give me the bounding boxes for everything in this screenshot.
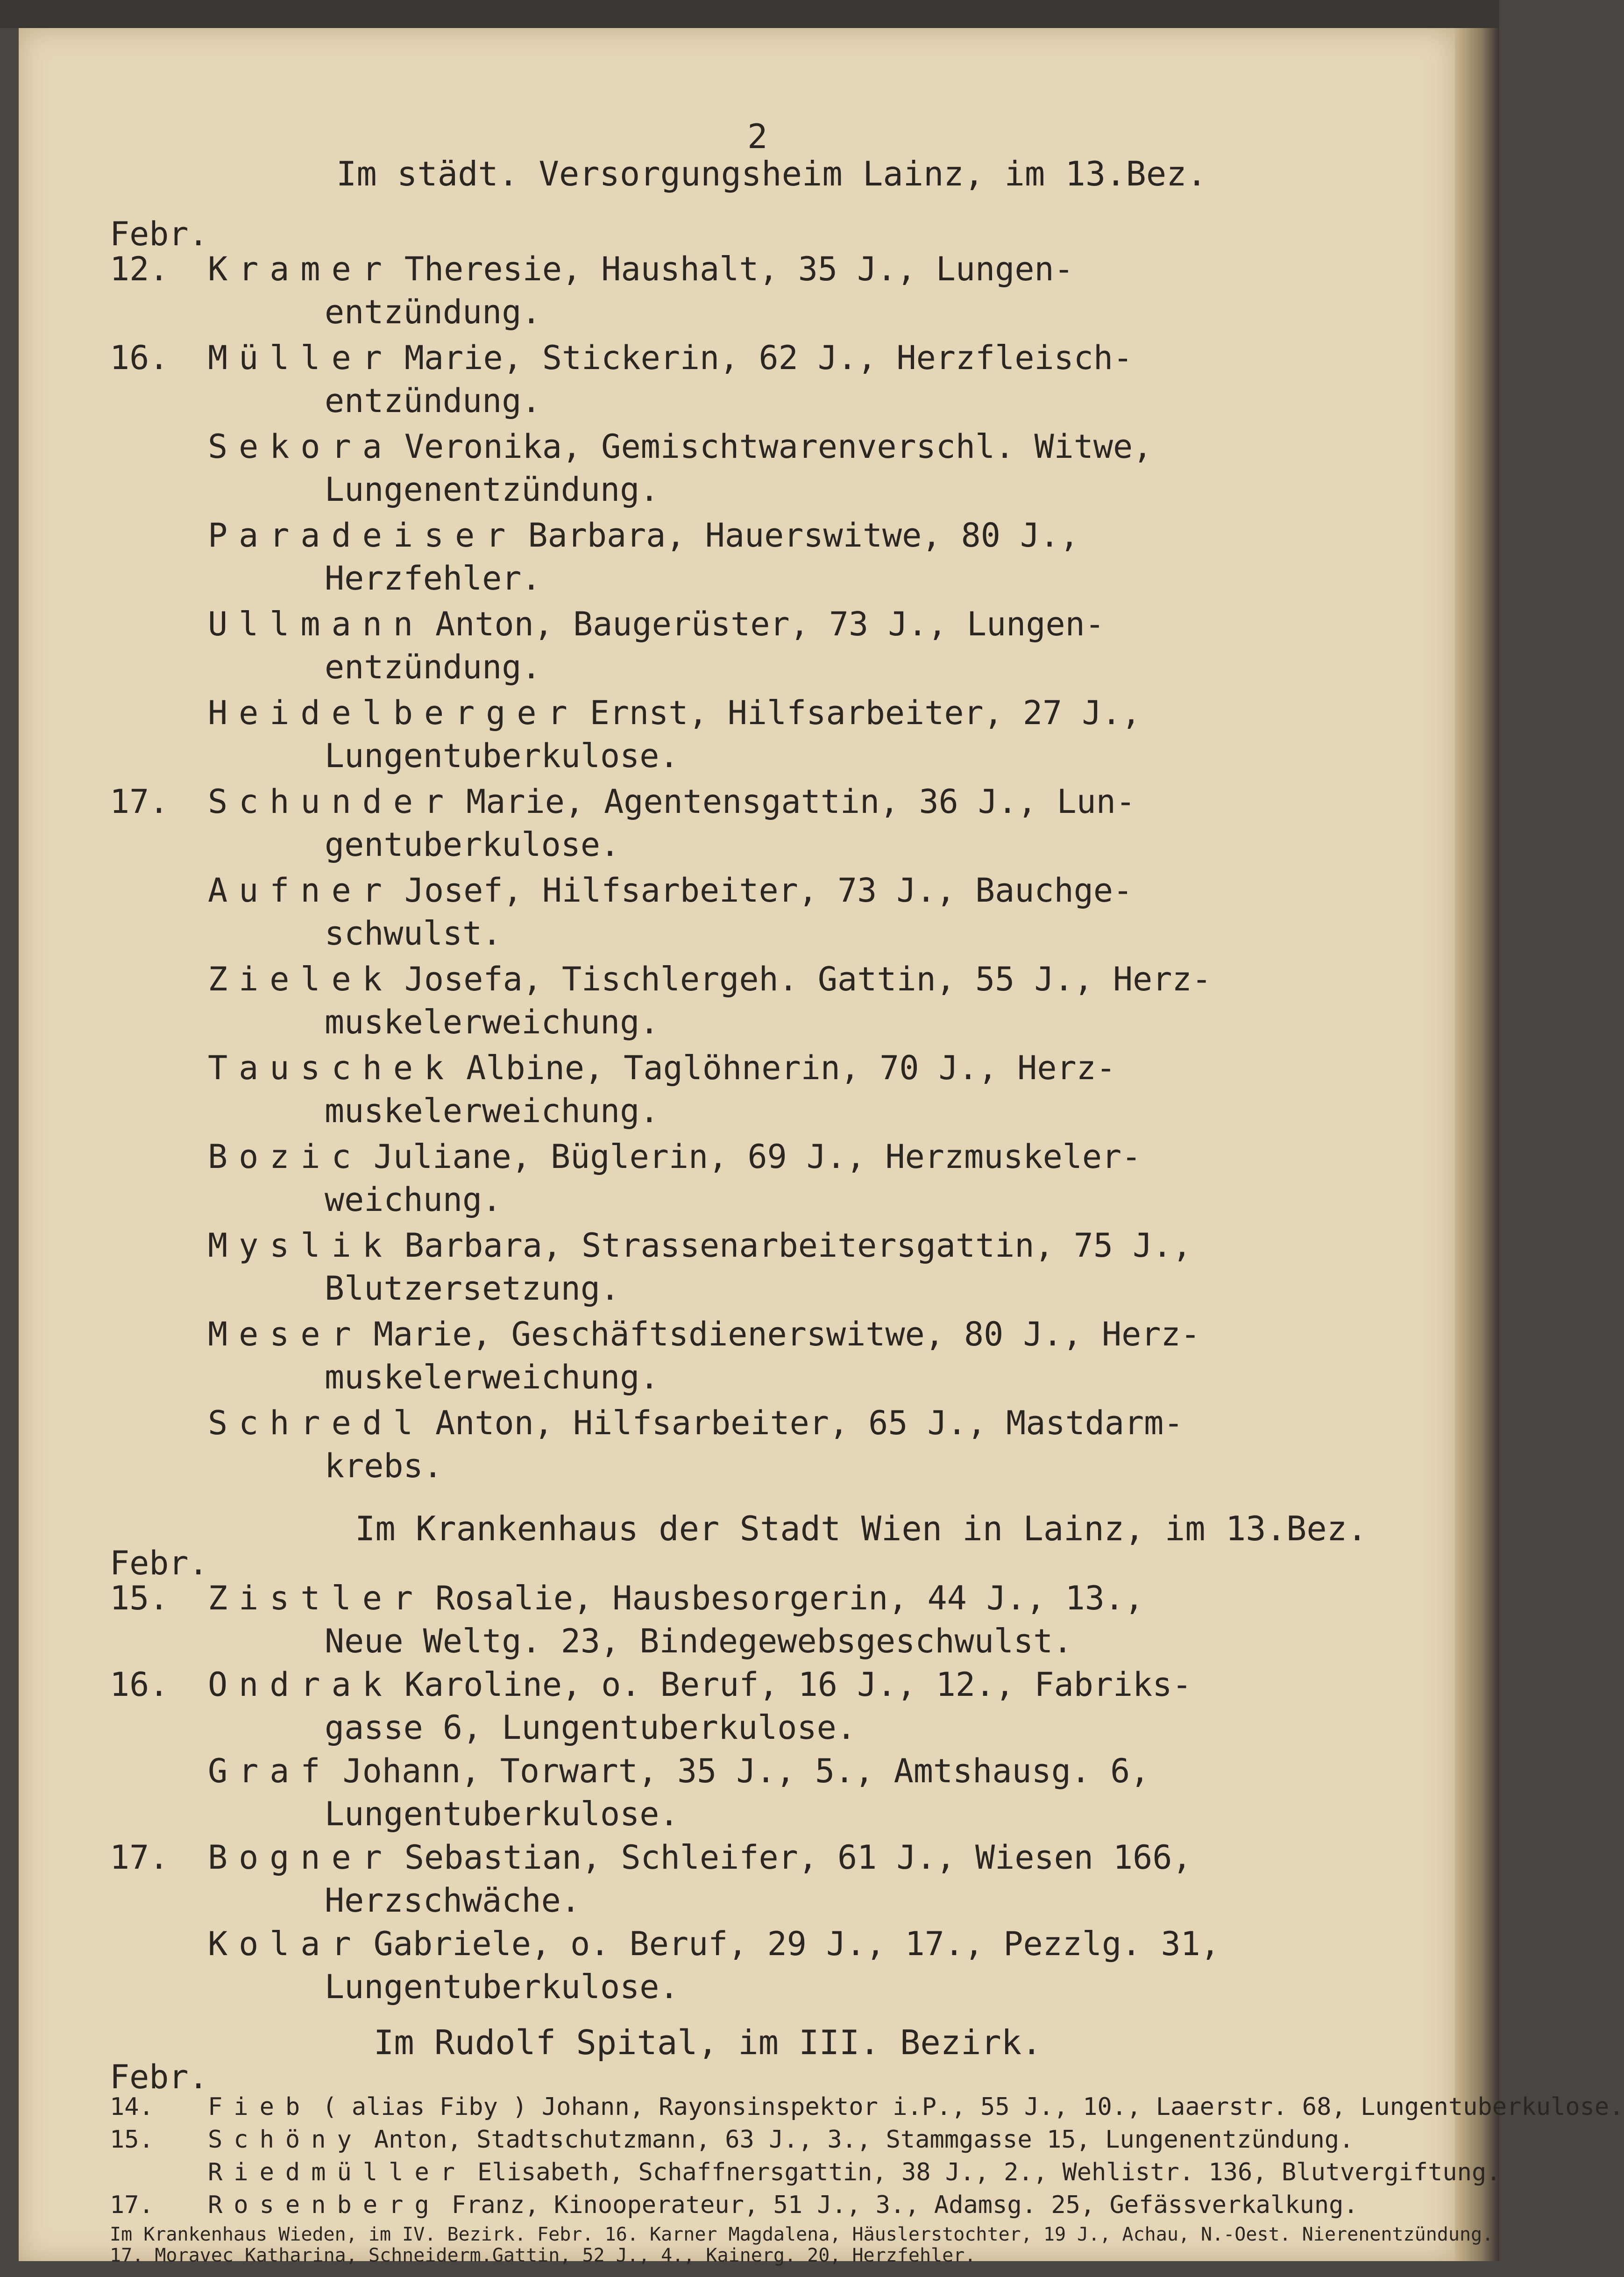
entry-details-continued: krebs.: [325, 1447, 443, 1485]
list-item: [110, 1665, 1441, 1747]
list-item: [110, 1049, 1441, 1130]
section-title: Im städt. Versorgungsheim Lainz, im 13.Bez.: [336, 154, 1207, 193]
list-item: [110, 2224, 1494, 2245]
list-item: [110, 427, 1441, 509]
entry-details: Marie, Stickerin, 62 J., Herzfleisch-: [404, 339, 1133, 377]
entry-name: Schredl: [208, 1404, 425, 1442]
entry-name: Schunder: [208, 783, 455, 821]
entry-day: 17.: [110, 1838, 169, 1877]
entry-day: 16.: [110, 339, 169, 377]
list-item: [110, 2191, 1441, 2219]
list-item: [110, 1838, 1441, 1920]
entry-details-continued: 55 J., 10., Laaerstr. 68, Lungentuberkulose.: [980, 2093, 1624, 2121]
entry-details: Anton, Hilfsarbeiter, 65 J., Mastdarm-: [435, 1404, 1184, 1442]
entry-details: ( alias Fiby ) Johann, Rayonsinspektor i.P.,: [322, 2093, 966, 2121]
entry-details: Barbara, Hauerswitwe, 80 J.,: [528, 516, 1079, 555]
section-title: Im Krankenhaus der Stadt Wien in Lainz, im 13.Bez.: [355, 1509, 1368, 1548]
entry-name: Aufner: [208, 871, 393, 910]
entry-details-continued: Stammgasse 15, Lungenentzündung.: [886, 2126, 1354, 2154]
entry-details-continued: weichung.: [325, 1181, 502, 1219]
entry-details: Theresie, Haushalt, 35 J., Lungen-: [404, 250, 1074, 288]
entry-details-continued: Blutzersetzung.: [325, 1269, 620, 1308]
entry-details: Josef, Hilfsarbeiter, 73 J., Bauchge-: [404, 871, 1133, 910]
entry-day: 16.: [110, 1665, 169, 1704]
entry-day: 17.: [110, 783, 169, 821]
entry-name: Moravec: [155, 2245, 234, 2266]
entry-details: Veronika, Gemischtwarenverschl. Witwe,: [404, 427, 1153, 466]
entry-details-continued: entzündung.: [325, 648, 541, 686]
entry-details-continued: gasse 6, Lungentuberkulose.: [325, 1708, 856, 1747]
list-item: [110, 694, 1441, 775]
list-item: [110, 2126, 1441, 2154]
entry-details-continued: gentuberkulose.: [325, 825, 620, 864]
entry-details-continued: entzündung.: [325, 293, 541, 331]
list-item: [110, 250, 1441, 331]
entry-name: Zistler: [208, 1579, 425, 1617]
entry-name: Kramer: [208, 250, 393, 288]
entry-details-continued: Achau, N.-Oest. Nierenentzündung.: [1122, 2224, 1494, 2245]
list-item: [110, 1579, 1441, 1660]
page-binding-edge: [1455, 28, 1499, 2261]
entry-name: Fieb: [208, 2093, 312, 2121]
list-item: [110, 2158, 1501, 2186]
entry-details-continued: Herzschwäche.: [325, 1881, 581, 1920]
list-item: [110, 1226, 1441, 1308]
scan-background-top: [0, 0, 1499, 28]
entry-details-continued: Lungentuberkulose.: [325, 737, 679, 775]
entry-details: Sebastian, Schleifer, 61 J., Wiesen 166,: [404, 1838, 1192, 1877]
entry-details: Franz, Kinooperateur, 51 J., 3.,: [451, 2191, 920, 2219]
entry-name: Rosenberg: [208, 2191, 440, 2219]
entry-details: Magdalena, Häuslerstochter, 19 J.,: [728, 2224, 1111, 2245]
list-item: [110, 1138, 1441, 1219]
entry-details: Anton, Stadtschutzmann, 63 J., 3.,: [374, 2126, 872, 2154]
entry-day: 16.: [604, 2224, 638, 2245]
entry-day: 15.: [110, 1579, 169, 1617]
entry-details: Gabriele, o. Beruf, 29 J., 17., Pezzlg. 31,: [373, 1925, 1220, 1963]
entry-details-continued: muskelerweichung.: [325, 1358, 660, 1396]
entry-details: Elisabeth, Schaffnersgattin, 38 J.,: [477, 2158, 989, 2186]
entry-name: Kolar: [208, 1925, 362, 1963]
month-label: Febr.: [110, 2058, 208, 2096]
entry-details-continued: Neue Weltg. 23, Bindegewebsgeschwulst.: [325, 1622, 1073, 1660]
entry-name: Karner: [650, 2224, 717, 2245]
entry-day: 14.: [110, 2093, 154, 2121]
entry-name: Meser: [208, 1315, 362, 1353]
month-label: Febr.: [110, 215, 208, 253]
entry-details: Karoline, o. Beruf, 16 J., 12., Fabriks-: [404, 1665, 1192, 1704]
entry-name: Ullmann: [208, 605, 425, 643]
entry-name: Graf: [208, 1752, 332, 1790]
entry-details-continued: 2., Wehlistr. 136, Blutvergiftung.: [1004, 2158, 1501, 2186]
entry-details: Albine, Taglöhnerin, 70 J., Herz-: [466, 1049, 1116, 1087]
entry-details-continued: muskelerweichung.: [325, 1003, 660, 1041]
entry-name: Heidelberger: [208, 694, 579, 732]
entry-details: Rosalie, Hausbesorgerin, 44 J., 13.,: [435, 1579, 1144, 1617]
list-item: [110, 960, 1441, 1041]
entry-name: Sekora: [208, 427, 393, 466]
entry-details: Marie, Geschäftsdienerswitwe, 80 J., Herz-: [373, 1315, 1200, 1353]
entry-details-continued: Adamsg. 25, Gefässverkalkung.: [934, 2191, 1358, 2219]
entry-details: Marie, Agentensgattin, 36 J., Lun-: [466, 783, 1136, 821]
entry-day: 17.: [110, 2245, 144, 2266]
section-title: Im Rudolf Spital, im III. Bezirk.: [374, 2023, 1042, 2062]
entry-name: Paradeiser: [208, 516, 517, 555]
list-item: [110, 1315, 1441, 1396]
entry-details: Katharina, Schneiderm.Gattin, 52 J.,: [245, 2245, 650, 2266]
list-item: [110, 783, 1441, 864]
entry-name: Myslik: [208, 1226, 393, 1265]
entry-name: Bozic: [208, 1138, 362, 1176]
entry-details: Ernst, Hilfsarbeiter, 27 J.,: [589, 694, 1141, 732]
entry-details-continued: entzündung.: [325, 382, 541, 420]
entry-details-continued: Lungentuberkulose.: [325, 1968, 679, 2006]
entry-details: Johann, Torwart, 35 J., 5., Amtshausg. 6,: [342, 1752, 1150, 1790]
entry-name: Zielek: [208, 960, 393, 998]
list-item: [110, 1752, 1441, 1833]
list-item: [110, 516, 1441, 598]
section-title: Im Krankenhaus Wieden, im IV. Bezirk.: [110, 2224, 526, 2245]
list-item: [110, 1404, 1441, 1485]
list-item: [110, 871, 1441, 953]
entry-details-continued: Lungenentzündung.: [325, 470, 660, 509]
list-item: [110, 2245, 1441, 2266]
entry-details: Josefa, Tischlergeh. Gattin, 55 J., Herz-: [404, 960, 1212, 998]
entry-name: Bogner: [208, 1838, 393, 1877]
entry-details-continued: schwulst.: [325, 914, 502, 953]
entry-name: Tauschek: [208, 1049, 455, 1087]
entry-name: Riedmüller: [208, 2158, 467, 2186]
entry-details-continued: 4., Kainerg. 20, Herzfehler.: [661, 2245, 976, 2266]
entry-details: Juliane, Büglerin, 69 J., Herzmuskeler-: [373, 1138, 1142, 1176]
page-number: 2: [747, 117, 768, 156]
list-item: [110, 605, 1441, 686]
entry-day: 17.: [110, 2191, 154, 2219]
entry-name: Schöny: [208, 2126, 363, 2154]
entry-name: Ondrak: [208, 1665, 393, 1704]
entry-details-continued: Herzfehler.: [325, 559, 541, 598]
entry-day: 15.: [110, 2126, 154, 2154]
entry-day: 12.: [110, 250, 169, 288]
document-page: [19, 28, 1624, 2266]
list-item: [110, 339, 1441, 420]
entry-name: Müller: [208, 339, 393, 377]
entry-details: Barbara, Strassenarbeitersgattin, 75 J.,: [404, 1226, 1192, 1265]
entry-details-continued: muskelerweichung.: [325, 1092, 660, 1130]
entry-details-continued: Lungentuberkulose.: [325, 1795, 679, 1833]
list-item: [110, 2093, 1624, 2121]
month-label: Febr.: [537, 2224, 594, 2245]
list-item: [110, 1925, 1441, 2006]
month-label: Febr.: [110, 1544, 208, 1582]
entry-details: Anton, Baugerüster, 73 J., Lungen-: [435, 605, 1105, 643]
